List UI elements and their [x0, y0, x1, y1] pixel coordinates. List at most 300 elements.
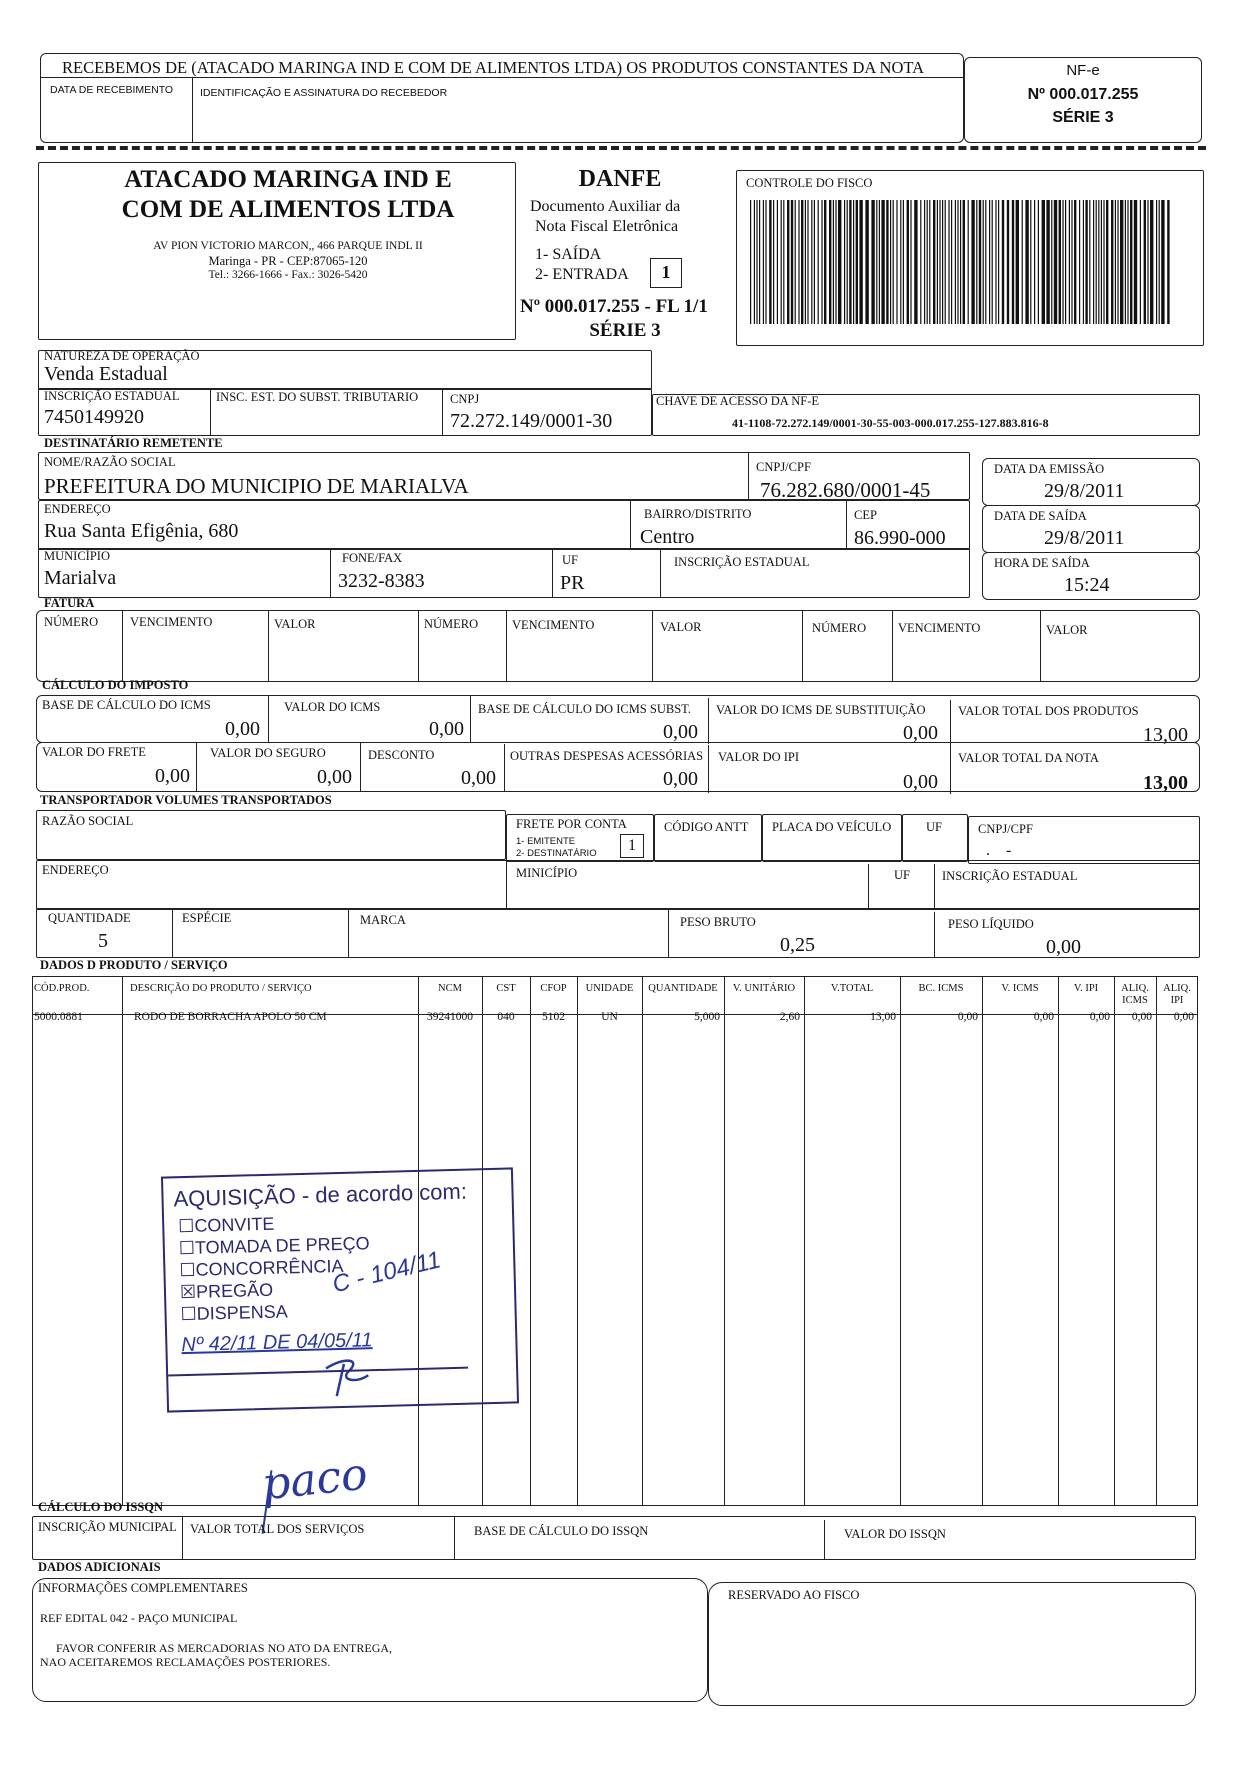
danfe-entrada: 2- ENTRADA — [535, 266, 629, 283]
barcode-bar — [1093, 200, 1094, 324]
dest-municipio-box — [38, 548, 970, 598]
data-recebimento-label: DATA DE RECEBIMENTO — [50, 84, 174, 96]
barcode-bar — [759, 200, 760, 324]
barcode-bar — [1144, 200, 1146, 324]
transp-r2-div-2 — [868, 864, 869, 910]
produtos-header-cell: DESCRIÇÃO DO PRODUTO / SERVIÇO — [130, 983, 312, 994]
dest-hora: 15:24 — [1064, 574, 1110, 596]
stamp-op5-label: DISPENSA — [196, 1301, 288, 1324]
danfe-serie: SÉRIE 3 — [589, 320, 661, 341]
dest-endereco: Rua Santa Efigênia, 680 — [44, 520, 239, 542]
produtos-header-cell: ALIQ. ICMS — [1121, 983, 1149, 1006]
barcode-bar — [1054, 200, 1057, 324]
produtos-header-cell: V.TOTAL — [830, 983, 874, 994]
produtos-cell: 0,00 — [1131, 1011, 1152, 1023]
issqn-div-1 — [182, 1516, 183, 1560]
transp-quantidade: 5 — [98, 930, 108, 952]
outras-label: OUTRAS DESPESAS ACESSÓRIAS — [510, 749, 704, 763]
barcode-bar — [1074, 200, 1076, 324]
barcode-bar — [989, 200, 990, 324]
dest-emissao-label: DATA DA EMISSÃO — [994, 462, 1105, 476]
emitente-endereco: AV PION VICTORIO MARCON,, 466 PARQUE INDL II — [153, 240, 423, 252]
barcode-bar — [1150, 200, 1153, 324]
danfe-tipo: 1 — [661, 262, 671, 282]
transp-uf-label: UF — [926, 820, 942, 834]
produtos-cell: 0,00 — [1173, 1011, 1194, 1023]
canhoto-serie: SÉRIE 3 — [1052, 109, 1114, 126]
produtos-col-divider — [900, 976, 901, 1506]
info-aviso-1: FAVOR CONFERIR AS MERCADORIAS NO ATO DA ENTREGA, — [56, 1641, 393, 1655]
barcode-bar — [1147, 200, 1148, 324]
barcode-bar — [910, 200, 911, 324]
valor-icms-label: VALOR DO ICMS — [284, 700, 381, 714]
barcode-bar — [811, 200, 812, 324]
danfe-title: DANFE — [578, 166, 662, 192]
barcode-bar — [1025, 200, 1028, 324]
dest-endereco-label: ENDEREÇO — [44, 502, 111, 516]
destinatario-title: DESTINATÁRIO REMETENTE — [44, 436, 223, 450]
fisco-label: RESERVADO AO FISCO — [728, 1588, 860, 1602]
produtos-col-divider — [1058, 976, 1059, 1506]
emitente-telefone: Tel.: 3266-1666 - Fax.: 3026-5420 — [208, 269, 368, 281]
frete-label: VALOR DO FRETE — [42, 745, 146, 759]
barcode-bar — [1083, 200, 1084, 324]
barcode-bar — [971, 200, 974, 324]
fatura-numero-3: NÚMERO — [812, 621, 867, 635]
produtos-col-divider — [1156, 976, 1157, 1506]
barcode-bar — [859, 200, 862, 324]
fatura-vencimento-2: VENCIMENTO — [512, 618, 595, 632]
produtos-col-divider — [122, 976, 123, 1506]
imp-r2-div-2 — [360, 742, 361, 792]
produtos-cell: 2,60 — [779, 1011, 800, 1023]
stamp-op4 — [180, 1280, 274, 1303]
dest-fone: 3232-8383 — [338, 570, 425, 592]
info-label: INFORMAÇÕES COMPLEMENTARES — [38, 1581, 248, 1595]
barcode-bar — [1106, 200, 1108, 324]
issqn-div-3 — [824, 1520, 825, 1560]
barcode-bar — [1134, 200, 1137, 324]
transp-frete-op1: 1- EMITENTE — [516, 836, 576, 847]
barcode-bar — [1071, 200, 1072, 324]
stamp-op1 — [178, 1214, 275, 1238]
produtos-header-cell: V. IPI — [1073, 983, 1099, 994]
fatura-numero-2: NÚMERO — [424, 617, 479, 631]
barcode-bar — [939, 200, 940, 324]
transp-frete-valor: 1 — [628, 837, 636, 854]
cut-line — [36, 146, 1206, 150]
barcode-bar — [1069, 200, 1070, 324]
transp-peso-liquido: 0,00 — [1046, 936, 1081, 958]
barcode-bar — [979, 200, 981, 324]
barcode-bar — [948, 200, 949, 324]
fatura-valor-2: VALOR — [660, 620, 702, 634]
barcode-bar — [942, 200, 943, 324]
barcode-bar — [865, 200, 868, 324]
barcode-bar — [985, 200, 986, 324]
barcode-bar — [787, 200, 789, 324]
transp-peso-bruto: 0,25 — [780, 934, 815, 956]
barcode-bar — [1156, 200, 1157, 324]
dest-emissao: 29/8/2011 — [1044, 480, 1125, 502]
fatura-div-1 — [122, 610, 123, 682]
produtos-header-cell: BC. ICMS — [918, 983, 964, 994]
barcode-bar — [1115, 200, 1116, 324]
barcode-bar — [781, 200, 782, 324]
checkbox-empty-icon: ☐ — [180, 1303, 197, 1325]
fatura-div-2 — [268, 610, 269, 682]
stamp-titulo: AQUISIÇÃO - de acordo com: — [173, 1178, 468, 1212]
imp-r2-div-1 — [196, 742, 197, 792]
barcode-bar — [756, 200, 757, 324]
imp-r1-div-1 — [268, 695, 269, 743]
produtos-cell: RODO DE BORRACHA APOLO 50 CM — [134, 1011, 327, 1023]
transp-r3-div-2 — [348, 908, 349, 958]
transp-r3-div-3 — [668, 910, 669, 958]
barcode-bar — [890, 200, 891, 324]
barcode-bar — [933, 200, 935, 324]
transp-placa-label: PLACA DO VEÍCULO — [772, 820, 892, 834]
barcode-bar — [1117, 200, 1118, 324]
dest-cep-label: CEP — [854, 508, 877, 522]
produtos-cell: 5,000 — [694, 1011, 720, 1023]
barcode-bar — [821, 200, 822, 324]
barcode-bar — [849, 200, 851, 324]
produtos-col-divider — [642, 976, 643, 1506]
produtos-cell: 5000.0881 — [34, 1011, 83, 1023]
barcode-bar — [1098, 200, 1099, 324]
barcode-bar — [1062, 200, 1063, 324]
barcode-bar — [1038, 200, 1039, 324]
total-produtos-label: VALOR TOTAL DOS PRODUTOS — [958, 704, 1139, 718]
ie-label: INSCRIÇÃO ESTADUAL — [44, 389, 180, 403]
fatura-div-5 — [652, 610, 653, 682]
barcode-bar — [1103, 200, 1104, 324]
transp-frete-op2: 2- DESTINATÁRIO — [516, 848, 597, 859]
produtos-cell: 13,00 — [870, 1011, 896, 1023]
barcode-bar — [1030, 200, 1031, 324]
natureza-label: NATUREZA DE OPERAÇÃO — [44, 349, 200, 363]
transp-uf2-label: UF — [894, 868, 910, 882]
danfe-saida: 1- SAÍDA — [535, 246, 602, 263]
produtos-header-cell: CST — [496, 983, 516, 994]
issqn-title: CÁLCULO DO ISSQN — [38, 1500, 164, 1514]
produtos-header-cell: ALIQ. IPI — [1163, 983, 1191, 1006]
fatura-vencimento-3: VENCIMENTO — [898, 621, 981, 635]
total-produtos: 13,00 — [1143, 724, 1188, 746]
issqn-im-label: INSCRIÇÃO MUNICIPAL — [38, 1520, 177, 1534]
base-subst-label: BASE DE CÁLCULO DO ICMS SUBST. — [478, 702, 691, 716]
barcode-bar — [1127, 200, 1128, 324]
natureza-valor: Venda Estadual — [44, 363, 168, 385]
ie-divider-1 — [210, 388, 211, 436]
transp-r3-div-4 — [934, 912, 935, 958]
stamp-op4-label: PREGÃO — [195, 1279, 274, 1302]
barcode-bar — [769, 200, 771, 324]
transp-municipio-label: MINICÍPIO — [516, 866, 578, 880]
emitente-nome-2: COM DE ALIMENTOS LTDA — [121, 196, 455, 223]
stamp-rubrica — [318, 1349, 379, 1401]
dest-saida-label: DATA DE SAÍDA — [994, 509, 1087, 523]
barcode-bar — [1101, 200, 1102, 324]
barcode-bar — [907, 200, 909, 324]
barcode-bar — [1079, 200, 1080, 324]
produtos-header-cell: V. ICMS — [1001, 983, 1039, 994]
transp-quantidade-label: QUANTIDADE — [48, 911, 131, 925]
checkbox-checked-icon: ☒ — [179, 1281, 197, 1303]
emitente-nome-1: ATACADO MARINGA IND E — [124, 166, 452, 193]
imp-r2-div-3 — [504, 744, 505, 792]
dest-cnpj-label: CNPJ/CPF — [756, 460, 811, 474]
barcode-bar — [1042, 200, 1045, 324]
dest-ie-label: INSCRIÇÃO ESTADUAL — [674, 555, 810, 569]
barcode-bar — [876, 200, 877, 324]
barcode-bar — [957, 200, 958, 324]
barcode-bar — [1140, 200, 1141, 324]
chave-valor: 41-1108-72.272.149/0001-30-55-003-000.017.255-127.883.816-8 — [732, 416, 1049, 430]
barcode-bar — [1125, 200, 1126, 324]
dest-bairro: Centro — [640, 526, 695, 548]
info-complementares-box — [32, 1578, 708, 1702]
fatura-title: FATURA — [44, 596, 95, 610]
canhoto-vdivider — [192, 77, 193, 143]
transp-cnpj: . - — [986, 842, 1018, 859]
produtos-cell: 0,00 — [1089, 1011, 1110, 1023]
fatura-valor-1: VALOR — [274, 617, 316, 631]
produtos-header-cell: CFOP — [540, 983, 567, 994]
adicionais-title: DADOS ADICIONAIS — [38, 1560, 161, 1574]
produtos-cell: 0,00 — [1033, 1011, 1054, 1023]
barcode-bar — [791, 200, 793, 324]
ipi-label: VALOR DO IPI — [718, 750, 800, 764]
barcode-bar — [783, 200, 784, 324]
barcode-bar — [1111, 200, 1113, 324]
barcode-bar — [976, 200, 977, 324]
barcode-bar — [835, 200, 836, 324]
fatura-div-3 — [418, 610, 419, 682]
transp-frete-label: FRETE POR CONTA — [516, 817, 627, 831]
barcode-bar — [1161, 200, 1164, 324]
barcode-bar — [847, 200, 848, 324]
barcode-bar — [838, 200, 841, 324]
stamp-numero: Nº 42/11 DE 04/05/11 — [181, 1329, 373, 1357]
barcode-bar — [777, 200, 778, 324]
barcode-bar — [886, 200, 888, 324]
danfe-tipo-box — [650, 258, 682, 288]
dest-mun-divider-1 — [330, 548, 331, 598]
produtos-header-cell: NCM — [438, 983, 462, 994]
fatura-div-6 — [802, 610, 803, 682]
fatura-valor-3: VALOR — [1046, 623, 1088, 637]
fatura-div-4 — [506, 610, 507, 682]
dest-mun-divider-3 — [660, 548, 661, 598]
transp-marca-label: MARCA — [360, 913, 406, 927]
produtos-col-divider — [804, 976, 805, 1506]
barcode-bar — [765, 200, 766, 324]
barcode-bar — [983, 200, 984, 324]
barcode-bar — [801, 200, 803, 324]
barcode-bar — [900, 200, 901, 324]
transportador-title: TRANSPORTADOR VOLUMES TRANSPORTADOS — [40, 793, 332, 807]
dest-fone-label: FONE/FAX — [342, 551, 403, 565]
transp-frete-valor-box — [620, 834, 644, 858]
ie-subst-label: INSC. EST. DO SUBST. TRIBUTARIO — [216, 390, 419, 404]
issqn-valor-label: VALOR DO ISSQN — [844, 1527, 946, 1541]
barcode-bar — [1046, 200, 1049, 324]
barcode-bar — [1167, 200, 1169, 324]
transp-ie-label: INSCRIÇÃO ESTADUAL — [942, 869, 1078, 883]
barcode-bar — [824, 200, 826, 324]
dest-hora-label: HORA DE SAÍDA — [994, 556, 1090, 570]
barcode-bar — [914, 200, 917, 324]
checkbox-empty-icon: ☐ — [179, 1259, 196, 1281]
barcode-bar — [773, 200, 774, 324]
barcode-bar — [818, 200, 819, 324]
stamp-op2-label: TOMADA DE PREÇO — [194, 1233, 370, 1258]
info-aviso-2: NAO ACEITAREMOS RECLAMAÇÕES POSTERIORES. — [40, 1655, 331, 1669]
barcode-bar — [1002, 200, 1004, 324]
checkbox-empty-icon: ☐ — [178, 1215, 195, 1237]
barcode-bar — [754, 200, 755, 324]
barcode-bar — [960, 200, 961, 324]
dest-saida: 29/8/2011 — [1044, 527, 1125, 549]
outras: 0,00 — [663, 768, 698, 790]
canhoto-recebemos: RECEBEMOS DE (ATACADO MARINGA IND E COM DE ALIMENTOS LTDA) OS PRODUTOS CONSTANTES DA NOTA — [62, 58, 925, 77]
produtos-cell: 39241000 — [427, 1011, 473, 1023]
fatura-vencimento-1: VENCIMENTO — [130, 615, 213, 629]
dest-municipio: Marialva — [44, 567, 117, 589]
imp-r2-div-4 — [708, 745, 709, 793]
barcode-bar — [903, 200, 904, 324]
stamp-op3-label: CONCORRÊNCIA — [195, 1255, 344, 1280]
produtos-header-cell: UNIDADE — [585, 983, 634, 994]
barcode-bar — [968, 200, 969, 324]
barcode-bar — [955, 200, 956, 324]
barcode-bar — [871, 200, 874, 324]
issqn-servicos-label: VALOR TOTAL DOS SERVIÇOS — [190, 1522, 365, 1536]
produtos-header-cell: QUANTIDADE — [648, 983, 718, 994]
issqn-div-2 — [454, 1516, 455, 1560]
produtos-cell: 040 — [497, 1011, 515, 1023]
barcode-bar — [1016, 200, 1019, 324]
stamp-op5 — [180, 1301, 288, 1325]
barcode-bar — [995, 200, 996, 324]
produtos-col-divider — [577, 976, 578, 1506]
checkbox-empty-icon: ☐ — [178, 1237, 196, 1259]
imp-r2-div-5 — [950, 746, 951, 794]
transp-cnpj-label: CNPJ/CPF — [978, 822, 1033, 836]
barcode-bar — [805, 200, 806, 324]
transp-r3-div-1 — [172, 908, 173, 958]
produtos-cell: 0,00 — [957, 1011, 978, 1023]
barcode-bar — [856, 200, 858, 324]
barcode-bar — [945, 200, 946, 324]
transp-row2 — [36, 860, 1200, 910]
cnpj-valor: 72.272.149/0001-30 — [450, 410, 613, 432]
ie-valor: 7450149920 — [44, 406, 144, 428]
dest-nome-divider — [748, 452, 749, 500]
barcode-bar — [998, 200, 999, 324]
transp-especie-label: ESPÉCIE — [182, 911, 232, 925]
barcode — [750, 200, 1170, 324]
barcode-bar — [795, 200, 796, 324]
ipi: 0,00 — [903, 771, 938, 793]
barcode-bar — [879, 200, 880, 324]
barcode-bar — [1059, 200, 1061, 324]
aquisicao-stamp — [161, 1167, 519, 1412]
dest-nome: PREFEITURA DO MUNICIPIO DE MARIALVA — [44, 474, 469, 498]
produtos-cell: 5102 — [542, 1011, 565, 1023]
barcode-bar — [1022, 200, 1023, 324]
barcode-bar — [1096, 200, 1097, 324]
fatura-div-7 — [892, 610, 893, 682]
info-ref: REF EDITAL 042 - PAÇO MUNICIPAL — [40, 1611, 238, 1625]
cnpj-label: CNPJ — [450, 392, 480, 406]
base-icms-label: BASE DE CÁLCULO DO ICMS — [42, 698, 211, 712]
produtos-col-divider — [724, 976, 725, 1506]
barcode-bar — [1065, 200, 1066, 324]
produtos-col-divider — [1114, 976, 1115, 1506]
fatura-div-8 — [1040, 610, 1041, 682]
barcode-bar — [1130, 200, 1132, 324]
imp-r1-div-3 — [708, 698, 709, 744]
barcode-bar — [927, 200, 928, 324]
barcode-bar — [924, 200, 925, 324]
barcode-bar — [814, 200, 815, 324]
produtos-header-cell: CÓD.PROD. — [34, 983, 90, 994]
transp-peso-bruto-label: PESO BRUTO — [680, 915, 756, 929]
produtos-header-cell: V. UNITÁRIO — [732, 983, 796, 994]
dest-mun-divider-2 — [552, 548, 553, 598]
barcode-bar — [896, 200, 897, 324]
stamp-op1-label: CONVITE — [194, 1213, 275, 1236]
dest-bairro-label: BAIRRO/DISTRITO — [644, 507, 752, 521]
imposto-title: CÁLCULO DO IMPOSTO — [42, 678, 189, 692]
valor-icms: 0,00 — [429, 718, 464, 740]
dest-uf: PR — [560, 572, 585, 594]
danfe-sub1: Documento Auxiliar da — [530, 198, 681, 215]
transp-endereco-label: ENDEREÇO — [42, 863, 109, 877]
barcode-bar — [1085, 200, 1087, 324]
barcode-bar — [929, 200, 930, 324]
canhoto-numero: Nº 000.017.255 — [1027, 86, 1139, 103]
dest-end-divider-2 — [846, 500, 847, 550]
chave-label: CHAVE DE ACESSO DA NF-E — [656, 394, 819, 408]
barcode-bar — [1012, 200, 1014, 324]
base-icms: 0,00 — [225, 718, 260, 740]
seguro-label: VALOR DO SEGURO — [210, 746, 326, 760]
produtos-cell: UN — [601, 1011, 618, 1023]
barcode-bar — [750, 200, 751, 324]
barcode-bar — [844, 200, 845, 324]
barcode-bar — [1034, 200, 1035, 324]
barcode-bar — [833, 200, 834, 324]
barcode-bar — [992, 200, 993, 324]
barcode-bar — [920, 200, 921, 324]
barcode-bar — [937, 200, 938, 324]
barcode-bar — [1089, 200, 1090, 324]
frete: 0,00 — [155, 765, 190, 787]
dest-cep: 86.990-000 — [854, 527, 946, 549]
transp-peso-liquido-label: PESO LÍQUIDO — [948, 917, 1034, 931]
total-nota: 13,00 — [1143, 772, 1188, 794]
emitente-cidade: Maringa - PR - CEP:87065-120 — [208, 254, 368, 268]
barcode-bar — [1007, 200, 1009, 324]
dest-municipio-label: MUNICÍPIO — [44, 549, 110, 563]
transp-antt-label: CÓDIGO ANTT — [664, 820, 749, 834]
produtos-col-divider — [982, 976, 983, 1506]
barcode-bar — [853, 200, 854, 324]
